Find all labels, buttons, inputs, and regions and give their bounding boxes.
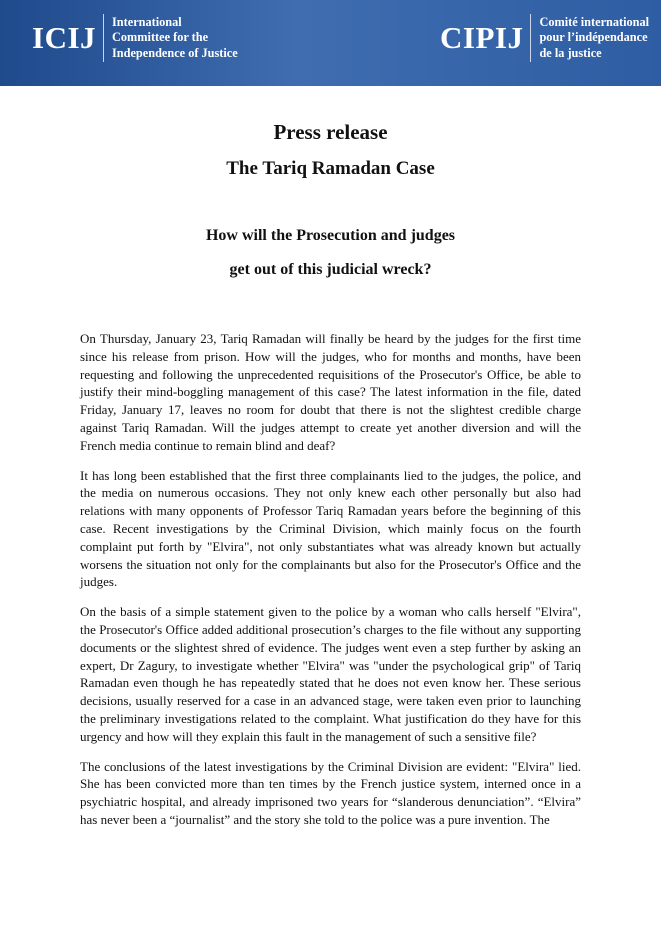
cipij-name-line: pour l’indépendance bbox=[539, 30, 648, 45]
icij-acronym: ICIJ bbox=[32, 20, 97, 55]
body-paragraph: The conclusions of the latest investigations by the Criminal Division are evident: "Elvira" lied. She has been convicted more than ten times by the French justice system, interned once in a psychiatric hospital, and already imprisoned two years for “slanderous denunciation”. “Elvira” has never been a “journalist” and the story she told to the police was a pure invention. The bbox=[80, 758, 581, 827]
body-paragraph: On Thursday, January 23, Tariq Ramadan will finally be heard by the judges for the first time since his release from prison. How will the judges, who for months and months, have been requesting and following the unprecedented requisitions of the Prosecutor's Office, be able to justify their mind-boggling management of this case? The latest information in the file, dated Friday, January 17, leaves no room for doubt that there is not the slightest credible charge against Tariq Ramadan. Will the judges attempt to create yet another diversion and will the French media continue to remain blind and deaf? bbox=[80, 331, 581, 453]
logo-divider bbox=[103, 14, 104, 62]
icij-full-name bbox=[112, 15, 238, 62]
headline-question-line: How will the Prosecution and judges bbox=[205, 227, 456, 244]
case-title: The Tariq Ramadan Case bbox=[226, 158, 435, 179]
body-paragraph: On the basis of a simple statement given to the police by a woman who calls herself "Elvira", the Prosecutor's Office added additional prosecution’s charges to the file without any supporting documents or the slightest shred of evidence. The judges went even a step further by asking an expert, Dr Zagury, to investigate whether "Elvira" was "under the psychological grip" of Tariq Ramadan even though he has repeatedly stated that he does not even know her. These serious decisions, usually reserved for a case in an advanced stage, were taken even prior to launching the preliminary investigations related to the complaint. What justification do they have for this urgency and how will they explain this fault in the management of such a sensitive file? bbox=[80, 604, 581, 744]
icij-name-line: Independence of Justice bbox=[112, 45, 238, 60]
icij-name-line: Committee for the bbox=[112, 30, 209, 45]
cipij-acronym: CIPIJ bbox=[440, 20, 524, 55]
headline-question-line: get out of this judicial wreck? bbox=[229, 261, 432, 278]
cipij-full-name bbox=[539, 15, 649, 62]
cipij-logo bbox=[440, 14, 649, 62]
cipij-name-line: de la justice bbox=[539, 45, 602, 60]
icij-logo bbox=[32, 14, 238, 62]
document-headings bbox=[0, 118, 661, 280]
cipij-name-line: Comité international bbox=[539, 14, 650, 29]
body-paragraph: It has long been established that the first three complainants lied to the judges, the police, and the media on numerous occasions. They not only knew each other personally but also had relations with many opponents of Professor Tariq Ramadan years before the beginning of this case. Recent investigations by the Criminal Division, which mainly focus on the fourth complaint put forth by "Elvira", not only substantiates what was already known but actually worsens the situation not only for the complainants but also for the Prosecutor's Office and the judges. bbox=[80, 467, 581, 590]
header-banner bbox=[0, 0, 661, 86]
logo-divider bbox=[530, 14, 531, 62]
icij-name-line: International bbox=[112, 14, 182, 29]
press-release-body bbox=[80, 330, 581, 841]
page-title: Press release bbox=[273, 120, 388, 144]
